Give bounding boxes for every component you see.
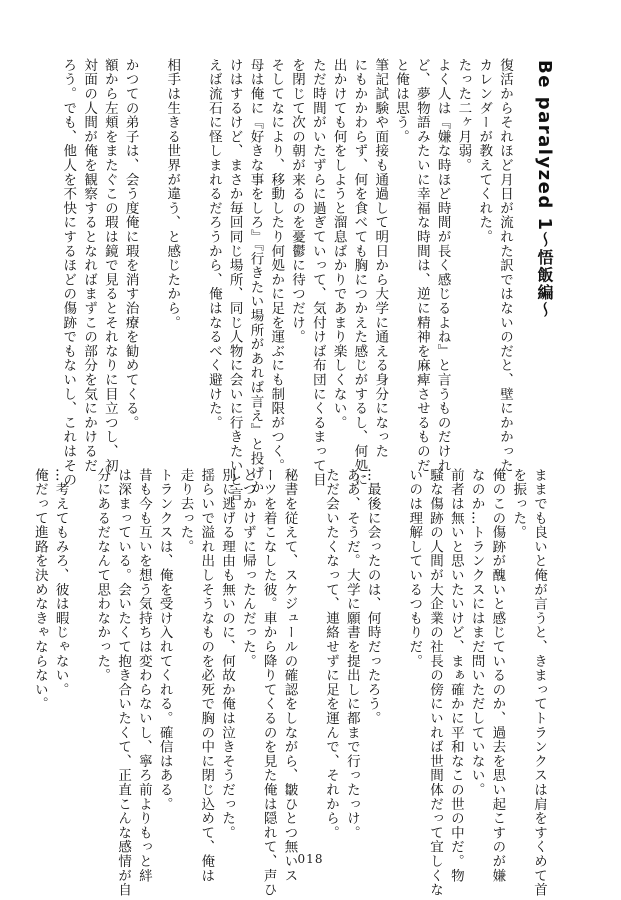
text-line: ああ、そうだ。大学に願書を提出しに都まで行ったっけ。 bbox=[343, 468, 360, 840]
title-spacer bbox=[515, 58, 549, 423]
text-line: 分にあるだなんて思わなかった。 bbox=[94, 468, 111, 683]
text-line: そしてなにより、移動したり何処かに足を運ぶにも制限がつく。 bbox=[268, 58, 285, 473]
upper-text-column bbox=[57, 58, 549, 502]
text-line: 揺らいで溢れ出しそうなものを必死で胸の中に閉じ込めて、俺は bbox=[198, 468, 215, 883]
text-line: ーツを着こなした彼。車から降りてくるのを見た俺は隠れて、声ひ bbox=[260, 468, 277, 897]
text-line: なのか…トランクスにはまだ問いただしていない。 bbox=[468, 468, 485, 797]
text-line: トランクスは、俺を受け入れてくれる。確信はある。 bbox=[156, 468, 173, 812]
text-line: 騒な傷跡の人間が大企業の社長の傍にいれば世間体だって宜しくな bbox=[427, 468, 444, 897]
blank-line bbox=[383, 468, 404, 833]
text-line: 対面の人間が俺を観察するとなればまずこの部分を気にかけるだ bbox=[81, 58, 98, 473]
text-line: とつかけずに帰ったんだった。 bbox=[239, 468, 256, 669]
text-line: かつての弟子は、会う度俺に瑕を消す治療を勧めてくる。 bbox=[122, 58, 139, 430]
text-line: 走り去った。 bbox=[177, 468, 194, 554]
blank-line bbox=[299, 468, 320, 833]
text-line: 昔も今も互いを想う気持ちは変わらないし、寧ろ前よりもっと絆 bbox=[135, 468, 152, 883]
chapter-title-main: Be paralyzed 1 bbox=[534, 60, 555, 232]
blank-line bbox=[182, 58, 203, 423]
text-line: 俺だって進路を決めなきゃならない。 bbox=[31, 468, 48, 712]
text-line: たった二ヶ月弱。 bbox=[455, 58, 472, 173]
text-line: ただ会いたくなって、連絡せずに足を運んで、それから。 bbox=[323, 468, 340, 840]
text-line: けはするけど、まさか毎回同じ場所、同じ人物に会いに行きたいと言 bbox=[226, 58, 243, 502]
text-line: と俺は思う。 bbox=[393, 58, 410, 144]
text-line: 前者は無いと思いたいけど、まぁ確かに平和なこの世の中だ。物 bbox=[447, 468, 464, 883]
text-line: 出かけても何をしようと溜息ばかりであまり楽しくない。 bbox=[330, 58, 347, 430]
text-line: 相手は生きる世界が違う、と感じたから。 bbox=[164, 58, 181, 330]
text-line: えば流石に怪しまれるだろうから、俺はなるべく避けた。 bbox=[205, 58, 222, 430]
page-number: 018 bbox=[297, 852, 324, 866]
text-line: ど、夢物語みたいに幸福な時間は、逆に精神を麻痺させるものだ bbox=[413, 58, 430, 473]
chapter-title-sub: 〜悟飯編〜 bbox=[535, 231, 554, 320]
text-line: いのは理解しているつもりだ。 bbox=[406, 468, 423, 669]
text-line: 筆記試験や面接も通過して明日から大学に通える身分になった bbox=[372, 58, 389, 459]
text-line: 俺のこの傷跡が醜いと感じているのか、過去を思い起こすのが嫌 bbox=[489, 468, 506, 883]
text-line: を閉じて次の朝が来るのを憂鬱に待つだけ。 bbox=[289, 58, 306, 344]
text-line: カレンダーが教えてくれた。 bbox=[476, 58, 493, 244]
blank-line bbox=[71, 468, 92, 833]
blank-line bbox=[141, 58, 162, 423]
text-line: 秘書を従えて、スケジュールの確認をしながら、皺ひとつ無いス bbox=[281, 468, 298, 883]
text-line: 復活からそれほど月日が流れた訳ではないのだと、壁にかかった bbox=[497, 58, 513, 473]
text-line: ままでも良いと俺が言うと、きまってトランクスは肩をすくめて首 bbox=[531, 468, 547, 897]
text-line: よく人は『嫌な時ほど時間が長く感じるよね』と言うものだけれ bbox=[434, 58, 451, 473]
text-line: 母は俺に『好きな事をしろ』『行きたい場所があれば言え』と投げか bbox=[247, 58, 264, 495]
text-line: …最後に会ったのは、何時だったろう。 bbox=[364, 468, 381, 726]
text-line: を振った。 bbox=[510, 468, 527, 540]
text-line: 別に逃げる理由も無いのに、何故か俺は泣きそうだった。 bbox=[219, 468, 236, 840]
text-line: ただ時間がいたずらに過ぎていって、気付けば布団にくるまって目 bbox=[309, 58, 326, 487]
text-line: ろう。でも、他人を不快にするほどの傷跡でもないし、これはその bbox=[60, 58, 77, 487]
text-line: …考えてもみろ、彼は暇じゃない。 bbox=[52, 468, 69, 697]
text-line: 額から左頬をまたぐこの瑕は鏡で見るとそれなりに目立つし、初 bbox=[101, 58, 118, 473]
text-line: にもかかわらず、何を食べても胸につかえた感じがするし、何処に bbox=[351, 58, 368, 487]
text-line: は深まっている。会いたくて抱き合いたくて、正直こんな感情が自 bbox=[115, 468, 132, 897]
